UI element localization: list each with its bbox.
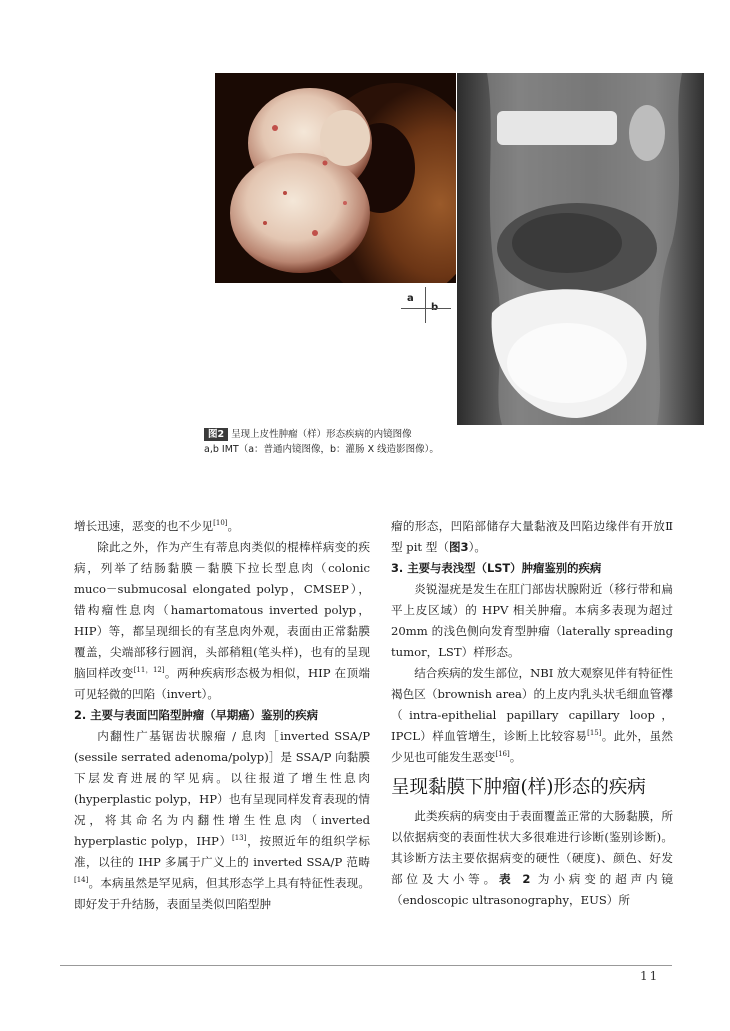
section-title: 呈现黏膜下肿瘤(样)形态的疾病	[391, 777, 646, 798]
xray-illustration	[457, 73, 704, 425]
text: 。	[509, 750, 522, 764]
citation: [16]	[495, 750, 510, 758]
table-reference: 表 2	[499, 872, 531, 886]
figure-caption	[204, 427, 454, 457]
label-divider-vertical	[425, 287, 426, 323]
text: 。	[227, 519, 240, 533]
caption-line-2: a,b IMT（a：普通内镜图像，b：灌肠 X 线造影图像）。	[204, 444, 439, 455]
text: ，按照近年的组织学标准，以往的 IHP 多属于广义上的 inverted SSA/P 范畴	[74, 834, 370, 869]
barium-enema-xray-image	[457, 73, 704, 425]
text: 除此之外，作为产生有蒂息肉类似的棍棒样病变的疾病，列举了结肠黏膜－黏膜下拉长型息肉（colonic muco－submucosal elongated polyp，CMSEP），错构瘤性息肉（hamartomatous inverted polyp，HIP）等，都呈现细长的有茎息肉外观，表面由正常黏膜覆盖，尖端部移行圆润，头部稍粗(笔头样)，也有的呈现脑回样改变	[74, 540, 370, 680]
text: 为小病变的超声内镜（endoscopic ultrasonography，EUS）所	[391, 872, 673, 907]
right-column	[391, 516, 673, 911]
text: 。本病虽然是罕见病，但其形态学上具有特征性表现。即好发于升结肠，表面呈类似凹陷型肿	[74, 876, 370, 911]
text: 内翻性广基锯齿状腺瘤 / 息肉［inverted SSA/P (sessile serrated adenoma/polyp)］是 SSA/P 向黏膜下层发育进展的罕见病。以往报道了增生性息肉(hyperplastic polyp，HP）也有呈现同样发育表现的情况，将其命名为内翻性增生性息肉（inverted hyperplastic polyp，IHP）	[74, 729, 370, 848]
text: 。两种疾病形态极为相似，HIP 在顶端可见轻微的凹陷（invert）。	[74, 666, 370, 701]
paragraph	[391, 806, 673, 911]
paragraph	[74, 516, 370, 537]
label-divider-horizontal	[401, 308, 451, 309]
footer-rule	[60, 965, 672, 966]
subheading: 3. 主要与表浅型（LST）肿瘤鉴别的疾病	[391, 561, 602, 575]
citation: [15]	[587, 729, 602, 737]
paragraph: 炎锐湿疣是发生在肛门部齿状腺附近（移行带和扁平上皮区域）的 HPV 相关肿瘤。本病多表现为超过 20mm 的浅色侧向发育型肿瘤（laterally spreading tumor，LST）样形态。	[391, 582, 673, 659]
endoscopic-image	[215, 73, 456, 283]
text: 增长迅速，恶变的也不少见	[74, 519, 214, 533]
citation: [11，12]	[133, 666, 165, 674]
text: ）。	[468, 540, 487, 554]
figure-tag: 图2	[204, 428, 228, 441]
text: 。此外，虽然少见也可能发生恶变	[391, 729, 673, 764]
caption-line-1	[204, 427, 454, 442]
figure-label-a: a	[407, 293, 414, 304]
text: 结合疾病的发生部位，NBI 放大观察见伴有特征性褐色区（brownish area）的上皮内乳头状毛细血管襻（intra-epithelial papillary capillary loop，IPCL）样血管增生，诊断上比较容易	[391, 666, 673, 743]
text: 此类疾病的病变由于表面覆盖正常的大肠黏膜，所以依据病变的表面性状大多很难进行诊断(鉴别诊断)。其诊断方法主要依据病变的硬性（硬度)、颜色、好发部位及大小等。	[391, 809, 673, 886]
page-number: 11	[640, 969, 660, 983]
caption-title: 呈现上皮性肿瘤（样）形态疾病的内镜图像	[231, 429, 412, 440]
left-column	[74, 516, 370, 915]
text: 瘤的形态，凹陷部储存大量黏液及凹陷边缘伴有开放Ⅱ型 pit 型（	[391, 519, 673, 554]
citation: [14]	[74, 876, 89, 884]
paragraph	[74, 537, 370, 705]
endoscopy-illustration	[215, 73, 456, 283]
citation: [10]	[213, 519, 228, 527]
subheading: 2. 主要与表面凹陷型肿瘤（早期癌）鉴别的疾病	[74, 708, 319, 722]
paragraph	[391, 663, 673, 768]
paragraph	[74, 726, 370, 915]
citation: [13]	[231, 834, 247, 842]
paragraph	[391, 516, 673, 558]
figure-reference: 图3	[448, 540, 469, 554]
